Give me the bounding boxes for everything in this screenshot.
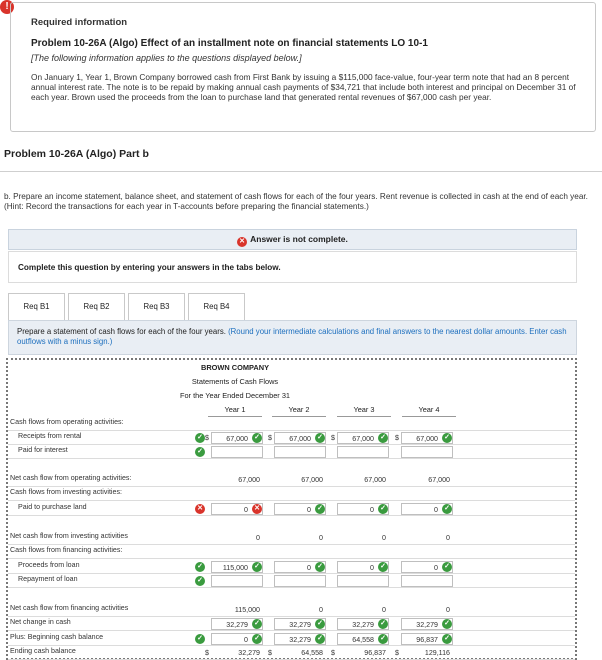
row-label: Ending cash balance bbox=[10, 647, 76, 655]
instructions: b. Prepare an income statement, balance sheet, and statement of cash flows for each of the four years. Rent revenue is collected in cash at the end of each year. (Hint: Record the transactions for each year in T-accounts before preparing the financial statements.) bbox=[4, 192, 588, 211]
row-divider bbox=[8, 486, 575, 487]
cell-year-3[interactable]: 0 bbox=[337, 503, 389, 515]
correct-mark-icon: ✓ bbox=[252, 433, 262, 443]
row-label: Cash flows from operating activities: bbox=[10, 418, 124, 426]
column-header-year-2: Year 2 bbox=[288, 405, 310, 414]
row-label: Net change in cash bbox=[10, 618, 71, 626]
cell-year-4 bbox=[401, 418, 453, 430]
cell-year-1[interactable]: 67,000 bbox=[211, 432, 263, 444]
tab-req-b2[interactable]: Req B2 bbox=[68, 293, 125, 321]
cell-year-3: 96,837 bbox=[364, 649, 386, 657]
cell-year-2[interactable]: 67,000 bbox=[274, 432, 326, 444]
cell-year-2 bbox=[274, 488, 326, 500]
cell-year-1[interactable] bbox=[211, 446, 263, 458]
row-divider bbox=[8, 515, 575, 516]
cell-year-4[interactable]: 0 bbox=[401, 503, 453, 515]
cell-year-3 bbox=[337, 488, 389, 500]
cell-year-1: 0 bbox=[256, 534, 260, 542]
panel-text: Prepare a statement of cash flows for each of the four years. bbox=[17, 327, 226, 336]
cash-flow-statement bbox=[6, 358, 577, 660]
correct-mark-icon: ✓ bbox=[442, 562, 452, 572]
row-label: Paid to purchase land bbox=[18, 503, 87, 511]
correct-mark-icon: ✓ bbox=[378, 562, 388, 572]
correct-mark-icon: ✓ bbox=[442, 619, 452, 629]
correct-mark-icon: ✓ bbox=[195, 576, 205, 586]
cell-year-1: 115,000 bbox=[234, 606, 260, 614]
cell-year-3[interactable]: 0 bbox=[337, 561, 389, 573]
row-label: Proceeds from loan bbox=[18, 561, 80, 569]
currency-symbol: $ bbox=[331, 434, 335, 442]
row-label: Cash flows from financing activities: bbox=[10, 546, 123, 554]
currency-symbol: $ bbox=[395, 434, 399, 442]
complete-instructions: Complete this question by entering your answers in the tabs below. bbox=[8, 251, 577, 283]
cell-year-2[interactable] bbox=[274, 446, 326, 458]
cell-year-4: 0 bbox=[446, 606, 450, 614]
currency-symbol: $ bbox=[205, 649, 209, 657]
row-divider bbox=[8, 587, 575, 588]
correct-mark-icon: ✓ bbox=[195, 433, 205, 443]
currency-symbol: $ bbox=[268, 649, 272, 657]
cell-year-3 bbox=[337, 418, 389, 430]
tab-panel-instructions bbox=[8, 320, 577, 355]
part-title: Problem 10-26A (Algo) Part b bbox=[4, 148, 149, 160]
correct-mark-icon: ✓ bbox=[315, 634, 325, 644]
cell-year-4[interactable]: 0 bbox=[401, 561, 453, 573]
correct-mark-icon: ✓ bbox=[442, 433, 452, 443]
row-label: Receipts from rental bbox=[18, 432, 82, 440]
company-name: BROWN COMPANY bbox=[200, 363, 270, 372]
cell-year-4[interactable] bbox=[401, 446, 453, 458]
cell-year-1[interactable]: 115,000 bbox=[211, 561, 263, 573]
cell-year-4[interactable]: 32,279 bbox=[401, 618, 453, 630]
tab-req-b1[interactable]: Req B1 bbox=[8, 293, 65, 321]
cell-year-2 bbox=[274, 546, 326, 558]
row-label: Net cash flow from investing activities bbox=[10, 532, 128, 540]
cell-year-4 bbox=[401, 488, 453, 500]
correct-mark-icon: ✓ bbox=[378, 433, 388, 443]
column-header-year-3: Year 3 bbox=[353, 405, 375, 414]
cell-year-1[interactable]: 0 bbox=[211, 503, 263, 515]
cell-year-2 bbox=[274, 418, 326, 430]
row-divider bbox=[8, 500, 575, 501]
cell-year-3[interactable]: 32,279 bbox=[337, 618, 389, 630]
cell-year-1[interactable]: 32,279 bbox=[211, 618, 263, 630]
row-divider bbox=[8, 458, 575, 459]
cell-year-3[interactable] bbox=[337, 575, 389, 587]
correct-mark-icon: ✓ bbox=[252, 562, 262, 572]
cell-year-4: 0 bbox=[446, 534, 450, 542]
row-label: Net cash flow from operating activities: bbox=[10, 474, 132, 482]
column-header-year-4: Year 4 bbox=[418, 405, 440, 414]
cell-year-3[interactable]: 67,000 bbox=[337, 432, 389, 444]
row-divider bbox=[8, 558, 575, 559]
cell-year-4: 129,116 bbox=[424, 649, 450, 657]
currency-symbol: $ bbox=[395, 649, 399, 657]
incorrect-mark-icon: ✕ bbox=[252, 504, 262, 514]
cell-year-3: 67,000 bbox=[364, 476, 386, 484]
incorrect-icon: ✕ bbox=[237, 237, 247, 247]
problem-title: Problem 10-26A (Algo) Effect of an installment note on financial statements LO 10-1 bbox=[31, 38, 428, 49]
cell-year-2: 64,558 bbox=[301, 649, 323, 657]
cell-year-2: 67,000 bbox=[301, 476, 323, 484]
cell-year-2: 0 bbox=[319, 606, 323, 614]
row-label: Cash flows from investing activities: bbox=[10, 488, 122, 496]
currency-symbol: $ bbox=[331, 649, 335, 657]
correct-mark-icon: ✓ bbox=[315, 562, 325, 572]
row-divider bbox=[8, 430, 575, 431]
row-divider bbox=[8, 573, 575, 574]
row-label: Repayment of loan bbox=[18, 575, 78, 583]
column-header-underline bbox=[402, 416, 456, 417]
correct-mark-icon: ✓ bbox=[442, 504, 452, 514]
cell-year-2[interactable]: 32,279 bbox=[274, 633, 326, 645]
correct-mark-icon: ✓ bbox=[195, 447, 205, 457]
correct-mark-icon: ✓ bbox=[315, 619, 325, 629]
alert-icon: ! bbox=[0, 0, 14, 14]
column-header-year-1: Year 1 bbox=[224, 405, 246, 414]
answer-status-banner bbox=[8, 229, 577, 250]
currency-symbol: $ bbox=[268, 434, 272, 442]
tab-req-b3[interactable]: Req B3 bbox=[128, 293, 185, 321]
cell-year-2[interactable]: 0 bbox=[274, 503, 326, 515]
statement-title: Statements of Cash Flows bbox=[191, 377, 279, 386]
cell-year-3[interactable] bbox=[337, 446, 389, 458]
correct-mark-icon: ✓ bbox=[252, 634, 262, 644]
cell-year-4[interactable] bbox=[401, 575, 453, 587]
cell-year-3 bbox=[337, 546, 389, 558]
required-information-box bbox=[10, 2, 596, 132]
currency-symbol: $ bbox=[205, 434, 209, 442]
correct-mark-icon: ✓ bbox=[378, 619, 388, 629]
cell-year-1 bbox=[211, 488, 263, 500]
correct-mark-icon: ✓ bbox=[315, 433, 325, 443]
cell-year-3[interactable]: 64,558 bbox=[337, 633, 389, 645]
cell-year-4[interactable]: 96,837 bbox=[401, 633, 453, 645]
panel-hint: (Round your intermediate calculations and final answers to the nearest dollar amounts. Enter cash outflows with a minus sign.) bbox=[17, 327, 567, 346]
cell-year-4: 67,000 bbox=[428, 476, 450, 484]
cell-year-1 bbox=[211, 418, 263, 430]
column-header-underline bbox=[208, 416, 262, 417]
row-divider bbox=[8, 616, 575, 617]
info-note: [The following information applies to the questions displayed below.] bbox=[31, 53, 302, 63]
correct-mark-icon: ✓ bbox=[378, 634, 388, 644]
required-information-heading: Required information bbox=[31, 17, 128, 28]
column-header-underline bbox=[337, 416, 391, 417]
cell-year-3: 0 bbox=[382, 534, 386, 542]
cell-year-2[interactable] bbox=[274, 575, 326, 587]
correct-mark-icon: ✓ bbox=[195, 634, 205, 644]
cell-year-1 bbox=[211, 546, 263, 558]
correct-mark-icon: ✓ bbox=[195, 562, 205, 572]
cell-year-2[interactable]: 32,279 bbox=[274, 618, 326, 630]
row-label: Paid for interest bbox=[18, 446, 68, 454]
correct-mark-icon: ✓ bbox=[378, 504, 388, 514]
divider bbox=[0, 171, 602, 172]
incorrect-mark-icon: ✕ bbox=[195, 504, 205, 514]
statement-period: For the Year Ended December 31 bbox=[179, 391, 291, 400]
correct-mark-icon: ✓ bbox=[252, 619, 262, 629]
correct-mark-icon: ✓ bbox=[442, 634, 452, 644]
answer-status-text: Answer is not complete. bbox=[250, 234, 348, 244]
cell-year-1: 32,279 bbox=[238, 649, 260, 657]
cell-year-1: 67,000 bbox=[238, 476, 260, 484]
cell-year-1[interactable]: 0 bbox=[211, 633, 263, 645]
column-header-underline bbox=[272, 416, 326, 417]
cell-year-4 bbox=[401, 546, 453, 558]
row-label: Net cash flow from financing activities bbox=[10, 604, 129, 612]
cell-year-2[interactable]: 0 bbox=[274, 561, 326, 573]
cell-year-3: 0 bbox=[382, 606, 386, 614]
cell-year-1[interactable] bbox=[211, 575, 263, 587]
row-divider bbox=[8, 544, 575, 545]
correct-mark-icon: ✓ bbox=[315, 504, 325, 514]
problem-body: On January 1, Year 1, Brown Company borrowed cash from First Bank by issuing a $115,000 face-value, four-year term note that had an 8 percent annual interest rate. The note is to be repaid by making annual cash payments of $34,721 that include both interest and principal on December 31 of each year. Brown used the proceeds from the loan to purchase land that generated rental revenues of $67,000 cash per year. bbox=[31, 72, 576, 102]
row-label: Plus: Beginning cash balance bbox=[10, 633, 104, 641]
cell-year-2: 0 bbox=[319, 534, 323, 542]
tab-req-b4[interactable]: Req B4 bbox=[188, 293, 245, 321]
cell-year-4[interactable]: 67,000 bbox=[401, 432, 453, 444]
